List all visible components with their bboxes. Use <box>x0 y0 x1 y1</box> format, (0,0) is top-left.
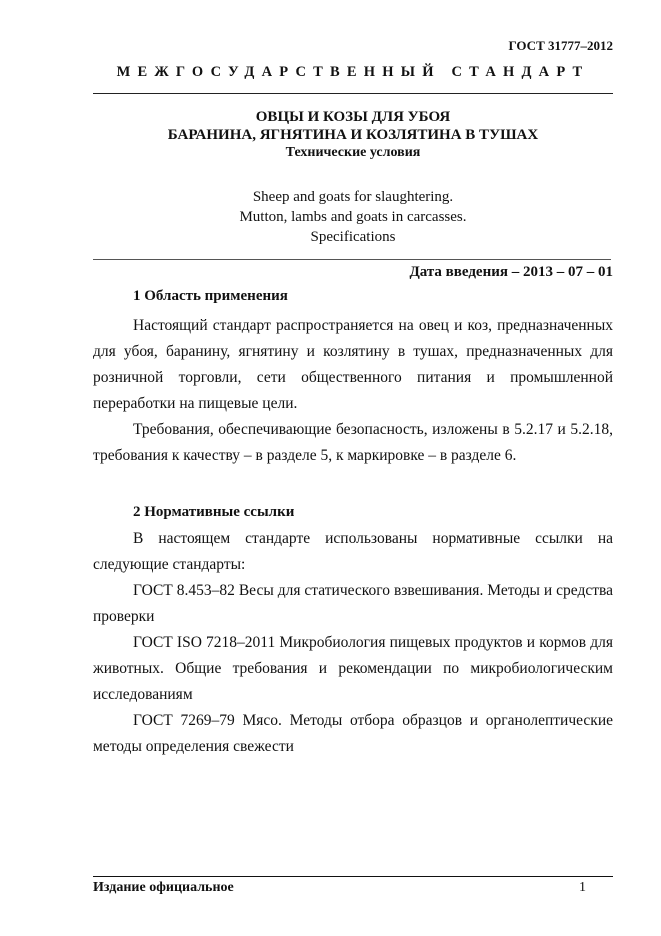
title-en-line-2: Mutton, lambs and goats in carcasses. <box>239 209 467 225</box>
title-english <box>93 187 613 247</box>
section-2-heading: 2 Нормативные ссылки <box>133 504 295 520</box>
title-ru-line-2: БАРАНИНА, ЯГНЯТИНА И КОЗЛЯТИНА В ТУШАХ <box>167 127 539 143</box>
reference-gost-iso-7218: ГОСТ ISO 7218–2011 Микробиология пищевых продуктов и кормов для животных. Общие требования и рекомендации по микробиологическим исследованиям <box>93 634 613 703</box>
section-1-paragraph-2: Требования, обеспечивающие безопасность, изложены в 5.2.17 и 5.2.18, требования к качеству – в разделе 5, к маркировке – в разделе 6. <box>93 421 613 464</box>
middle-divider <box>93 259 611 260</box>
reference-gost-7269: ГОСТ 7269–79 Мясо. Методы отбора образцов и органолептические методы определения свежести <box>93 712 613 755</box>
document-number: ГОСТ 31777–2012 <box>508 38 613 53</box>
official-edition-label: Издание официальное <box>93 880 234 895</box>
title-ru-line-3: Технические условия <box>285 145 421 160</box>
title-ru-line-1: ОВЦЫ И КОЗЫ ДЛЯ УБОЯ <box>255 109 451 125</box>
title-en-line-1: Sheep and goats for slaughtering. <box>252 189 454 205</box>
title-en-line-3: Specifications <box>310 229 396 245</box>
section-2-body <box>93 526 613 760</box>
introduction-date: Дата введения – 2013 – 07 – 01 <box>409 264 613 280</box>
title-russian <box>93 108 613 162</box>
top-divider <box>93 93 613 94</box>
reference-gost-8-453: ГОСТ 8.453–82 Весы для статического взвешивания. Методы и средства проверки <box>93 582 613 625</box>
section-1-heading: 1 Область применения <box>133 288 288 304</box>
section-1-body <box>93 313 613 469</box>
section-2-paragraph-1: В настоящем стандарте использованы нормативные ссылки на следующие стандарты: <box>93 530 613 573</box>
bottom-divider <box>93 876 613 877</box>
page-number: 1 <box>579 880 586 895</box>
standard-banner: МЕЖГОСУДАРСТВЕННЫЙ СТАНДАРТ <box>116 64 590 80</box>
section-1-paragraph-1: Настоящий стандарт распространяется на овец и коз, предназначенных для убоя, баранину, ягнятину и козлятину в тушах, предназначенных для розничной торговли, сети общественного питания и промышленной переработки на пищевые цели. <box>93 317 613 412</box>
